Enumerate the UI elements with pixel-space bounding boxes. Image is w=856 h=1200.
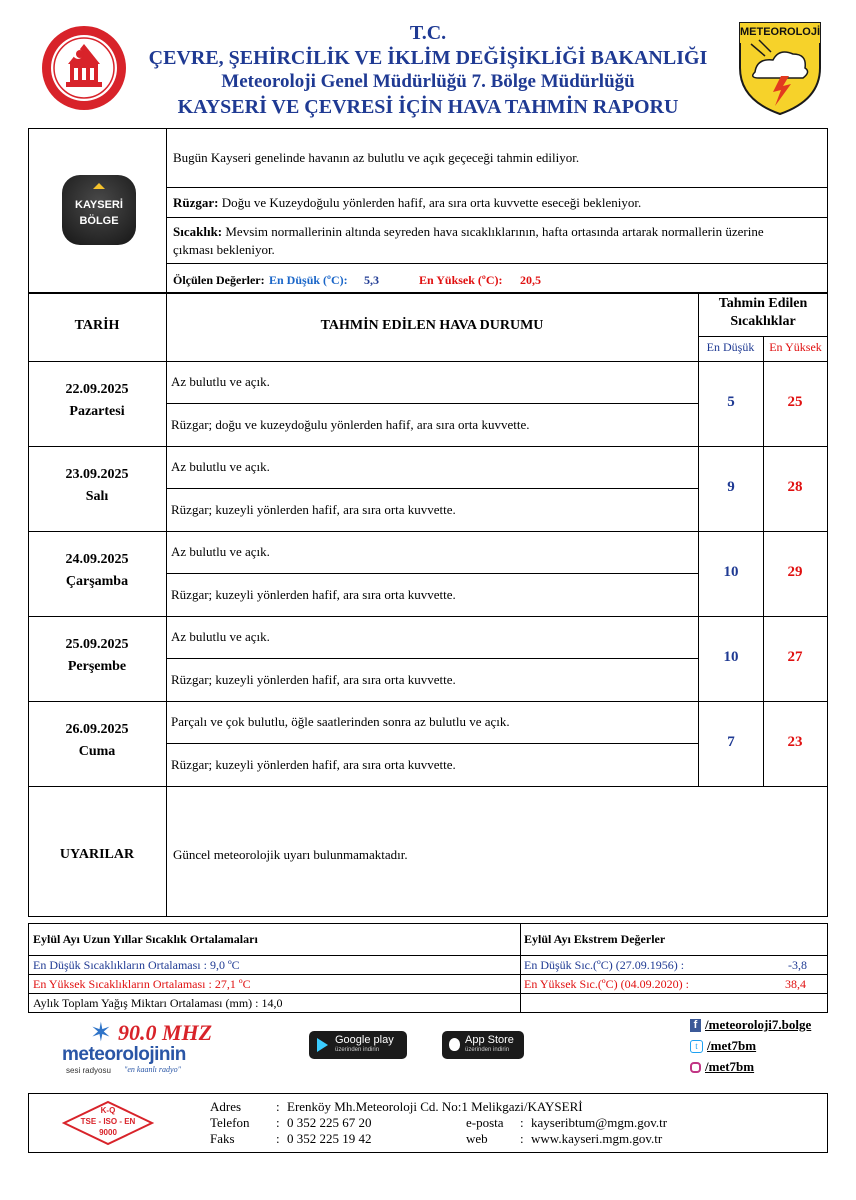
row-weather: Parçalı ve çok bulutlu, öğle saatlerinden sonra az bulutlu ve açık. [171,714,510,729]
row-max-temp: 29 [787,564,803,580]
app-store-button[interactable] [442,1031,524,1059]
phone-sep: : [276,1115,280,1130]
row-min-temp: 10 [723,564,739,580]
wind-label: Rüzgar: [173,195,219,210]
google-play-line2: üzerinden indirin [335,1047,380,1053]
instagram-icon [690,1062,701,1073]
web-sep: : [520,1131,524,1146]
header-tc: T.C. [409,22,447,44]
row-day: Salı [85,489,109,504]
report-title: KAYSERİ VE ÇEVRESİ İÇİN HAVA TAHMİN RAPORU [177,96,679,118]
row-wind: Rüzgar; kuzeyli yönlerden hafif, ara sıra orta kuvvette. [171,587,456,602]
app-store-line2: üzerinden indirin [465,1047,510,1053]
measured-max-value: 20,5 [520,273,541,287]
summary-temp-row [173,224,764,240]
temp-text-line2: çıkması bekleniyor. [173,242,275,257]
measured-min-value: 5,3 [364,273,379,287]
row-max-temp: 23 [787,734,803,750]
tse-line3: 9000 [99,1128,117,1137]
region-badge [62,175,136,245]
warnings-text: Güncel meteorolojik uyarı bulunmamaktadır. [173,847,408,862]
tse-line2: TSE - ISO - EN [80,1117,136,1126]
fax-label: Faks [210,1131,235,1146]
address-value: Erenköy Mh.Meteoroloji Cd. No:1 Melikgazi/KAYSERİ [287,1099,583,1114]
fax-sep: : [276,1131,280,1146]
measured-max-label: En Yüksek (ºC): [419,273,503,287]
row-date: 26.09.2025 [65,722,129,737]
row-weather: Az bulutlu ve açık. [171,374,270,389]
phone-label: Telefon [210,1115,250,1130]
climate-avg-min: En Düşük Sıcaklıkların Ortalaması : 9,0 ºC [33,958,240,972]
row-wind: Rüzgar; doğu ve kuzeydoğulu yönlerden hafif, ara sıra orta kuvvette. [171,417,530,432]
row-wind: Rüzgar; kuzeyli yönlerden hafif, ara sıra orta kuvvette. [171,502,456,517]
email-value[interactable]: kayseribtum@mgm.gov.tr [531,1115,668,1130]
google-play-button[interactable] [309,1031,407,1059]
radio-slogan: "en kaanlı radyo" [124,1065,181,1074]
apple-icon [449,1038,460,1051]
summary-general: Bugün Kayseri genelinde havanın az bulutlu ve açık geçeceği tahmin ediliyor. [173,150,580,165]
ministry-title: ÇEVRE, ŞEHİRCİLİK VE İKLİM DEĞİŞİKLİĞİ BAKANLIĞI [148,47,708,69]
row-weather: Az bulutlu ve açık. [171,544,270,559]
row-min-temp: 5 [727,394,735,410]
col-header-max: En Yüksek [769,340,822,354]
climate-right-title: Eylül Ayı Ekstrem Değerler [524,932,666,946]
fax-value: 0 352 225 19 42 [287,1131,372,1146]
directorate-title: Meteoroloji Genel Müdürlüğü 7. Bölge Müdürlüğü [221,71,635,92]
instagram-handle: /met7bm [705,1059,755,1074]
radio-star-icon: ✶ [90,1018,112,1047]
col-header-temps-line1: Tahmin Edilen [718,296,808,311]
web-value[interactable]: www.kayseri.mgm.gov.tr [531,1131,663,1146]
twitter-handle: /met7bm [707,1038,757,1053]
climate-avg-max: En Yüksek Sıcaklıkların Ortalaması : 27,1 ºC [33,977,251,991]
google-play-icon [317,1038,328,1052]
row-date: 22.09.2025 [65,382,129,397]
region-badge-line2: BÖLGE [79,215,119,227]
row-date: 25.09.2025 [65,637,129,652]
radio-frequency: 90.0 MHZ [118,1020,213,1045]
region-badge-icon [93,183,105,193]
email-sep: : [520,1115,524,1130]
tse-line1: K-Q [100,1106,116,1115]
row-min-temp: 9 [727,479,735,495]
col-header-min: En Düşük [706,340,755,354]
climate-rain: Aylık Toplam Yağış Miktarı Ortalaması (mm) : 14,0 [33,996,283,1010]
google-play-line1: Google play [335,1034,394,1046]
col-header-temps-line2: Sıcaklıklar [730,314,796,329]
wind-text: Doğu ve Kuzeydoğulu yönlerden hafif, ara sıra orta kuvvette eseceği bekleniyor. [221,195,642,210]
address-label: Adres [210,1099,242,1114]
row-max-temp: 25 [787,394,803,410]
warnings-box [28,786,828,917]
measured-min-label: En Düşük (ºC): [269,273,348,287]
climate-ext-min-value: -3,8 [788,958,807,972]
radio-logo [62,1018,222,1078]
row-day: Pazartesi [69,404,125,419]
row-max-temp: 28 [787,479,803,495]
summary-wind-row [173,195,641,211]
row-min-temp: 7 [727,734,735,750]
web-label: web [466,1131,488,1146]
meteoroloji-shield-logo [737,20,823,116]
row-wind: Rüzgar; kuzeyli yönlerden hafif, ara sıra orta kuvvette. [171,757,456,772]
measured-label: Ölçülen Değerler: [173,273,265,287]
climate-ext-max-value: 38,4 [785,977,806,991]
temp-label: Sıcaklık: [173,224,223,239]
region-badge-line1: KAYSERİ [75,199,123,211]
forecast-table [28,293,828,787]
phone-value: 0 352 225 67 20 [287,1115,372,1130]
facebook-handle: /meteoroloji7.bolge [705,1017,812,1032]
row-wind: Rüzgar; kuzeyli yönlerden hafif, ara sıra orta kuvvette. [171,672,456,687]
col-header-date: TARİH [74,318,120,333]
warnings-label: UYARILAR [59,847,135,862]
row-date: 24.09.2025 [65,552,129,567]
row-date: 23.09.2025 [65,467,129,482]
tse-iso-logo [62,1100,154,1146]
climate-ext-max-label: En Yüksek Sıc.(ºC) (04.09.2020) : [524,977,689,991]
radio-name: meteorolojinin [62,1044,186,1065]
col-header-forecast: TAHMİN EDİLEN HAVA DURUMU [320,318,544,333]
row-day: Perşembe [67,659,127,674]
facebook-icon: f [690,1019,701,1032]
temp-text-line1: Mevsim normallerinin altında seyreden hava sıcaklıklarının, hafta ortasında artarak normallerin üzerine [225,224,764,239]
row-day: Çarşamba [65,574,129,589]
email-label: e-posta [466,1115,504,1130]
climate-left-title: Eylül Ayı Uzun Yıllar Sıcaklık Ortalamaları [33,932,258,946]
row-min-temp: 10 [723,649,739,665]
address-sep: : [276,1099,280,1114]
twitter-icon: t [690,1040,703,1053]
meteoroloji-logo-text: METEOROLOJİ [739,26,821,38]
app-store-line1: App Store [465,1034,514,1046]
radio-sub: sesi radyosu [66,1066,111,1075]
row-day: Cuma [78,744,116,759]
climate-ext-min-label: En Düşük Sıc.(ºC) (27.09.1956) : [524,958,685,972]
row-weather: Az bulutlu ve açık. [171,459,270,474]
social-instagram[interactable] [690,1058,754,1076]
social-twitter[interactable] [690,1037,756,1055]
social-facebook[interactable] [690,1016,811,1034]
row-weather: Az bulutlu ve açık. [171,629,270,644]
row-max-temp: 27 [787,649,803,665]
